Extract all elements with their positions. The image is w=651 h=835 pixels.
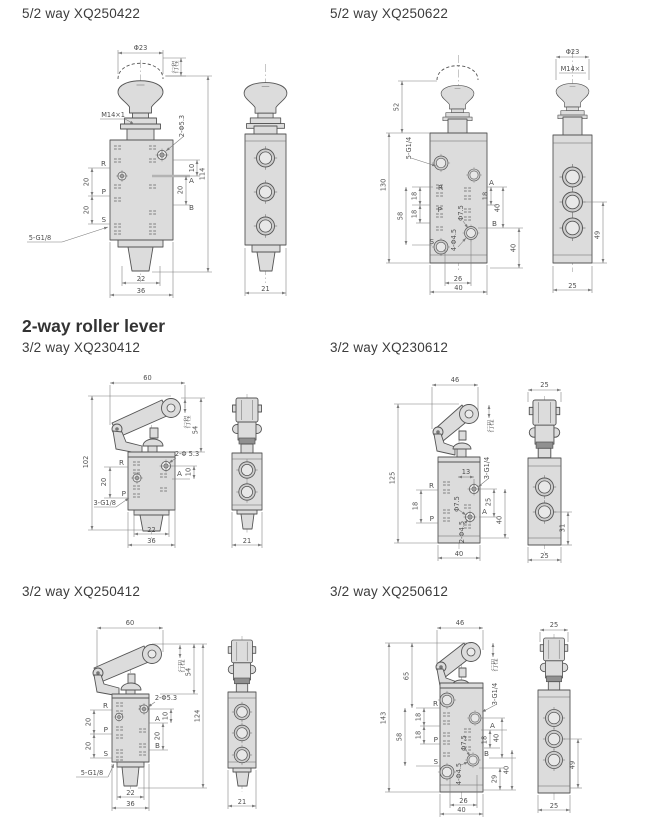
dim-label: 65	[402, 671, 411, 681]
dim-label: Φ7.5	[453, 496, 461, 512]
dim-label: 58	[396, 211, 405, 221]
dim-label: 3-G1/4	[483, 456, 491, 480]
dim-label: 40	[495, 515, 504, 525]
diagram-xq250412	[76, 619, 256, 811]
dim-label: 20	[82, 205, 91, 215]
dim-label: Φ23	[565, 48, 580, 56]
dim-label: Φ23	[133, 44, 148, 52]
port-label-a: A	[155, 714, 160, 723]
port-label-a: A	[482, 507, 487, 516]
dim-label: 124	[193, 709, 202, 723]
dim-label: Φ7.5	[457, 205, 465, 221]
port-label-p: P	[101, 187, 106, 196]
dim-label: 40	[492, 733, 501, 743]
dim-label: 25	[484, 497, 493, 507]
port-label-a: A	[189, 176, 194, 185]
port-label-r: R	[433, 699, 438, 708]
port-label-b: B	[484, 749, 489, 758]
dim-label: 22	[147, 526, 156, 534]
port-label-r: R	[429, 481, 434, 490]
dim-label: 3-G1/4	[491, 682, 499, 706]
front-view	[112, 399, 181, 541]
port-label-b: B	[492, 219, 497, 228]
dim-label: 60	[125, 619, 135, 627]
side-view	[244, 64, 287, 296]
side-view	[538, 621, 582, 813]
dim-label: 54	[184, 667, 193, 677]
dim-label: 130	[379, 178, 388, 192]
dim-label: 40	[454, 550, 464, 558]
dim-label: Φ7.5	[460, 735, 468, 751]
dim-label: 22	[136, 275, 146, 283]
dim-label: 25	[540, 552, 549, 560]
dim-label-stroke: 行程	[487, 419, 495, 433]
front-view	[433, 405, 480, 556]
dim-label: 20	[100, 477, 108, 487]
dim-label-stroke: 行程	[178, 659, 186, 673]
dim-label: 26	[459, 797, 468, 805]
diagram-title-xq250612: 3/2 way XQ250612	[330, 584, 449, 599]
dim-label: 5-G1/4	[405, 136, 413, 160]
dim-label: 18	[414, 730, 423, 740]
port-label-b: B	[189, 203, 194, 212]
dim-label: 25	[549, 621, 559, 629]
side-view	[528, 381, 572, 563]
diagram-title-xq250412: 3/2 way XQ250412	[22, 584, 141, 599]
dim-label: 52	[392, 102, 401, 112]
dim-label: 54	[191, 425, 200, 435]
port-label-r: R	[101, 159, 106, 168]
dim-label: 46	[450, 376, 460, 384]
dim-label-stroke: 行程	[491, 658, 499, 672]
dim-label: M14×1	[560, 65, 585, 73]
dim-label: 5-G1/8	[28, 234, 52, 242]
dim-label: 26	[453, 275, 463, 283]
dim-label: 36	[147, 537, 156, 545]
diagram-title-xq250422: 5/2 way XQ250422	[22, 6, 141, 21]
diagram-xq230412	[82, 374, 262, 548]
port-label-s: S	[429, 237, 434, 246]
port-label-a: A	[177, 469, 182, 478]
dim-label: 20	[176, 185, 185, 195]
dim-label: 125	[388, 471, 397, 485]
front-view	[110, 60, 190, 282]
port-label-s: S	[103, 749, 108, 758]
dim-label: 4-Φ4.5	[455, 762, 463, 786]
port-label-p: P	[103, 725, 108, 734]
dim-label: 18	[481, 191, 490, 201]
dim-label: 2-Φ 5.3	[174, 450, 200, 458]
dim-label: 49	[568, 760, 577, 770]
dim-label: 18	[410, 209, 419, 219]
dim-label: 18	[411, 501, 420, 511]
dim-label: 18	[480, 735, 489, 745]
dim-label: 40	[457, 806, 466, 814]
side-view	[232, 394, 262, 548]
front-view	[430, 55, 487, 272]
dim-label: 40	[493, 203, 502, 213]
dim-label: 5-G1/8	[80, 769, 104, 777]
port-label-p: P	[121, 489, 126, 498]
dim-label: 21	[237, 798, 247, 806]
diagram-title-xq230412: 3/2 way XQ230412	[22, 340, 141, 355]
dim-label: 10	[161, 711, 170, 721]
dim-label: 20	[82, 177, 91, 187]
dim-label: 49	[593, 230, 602, 240]
dim-label: 114	[198, 167, 207, 181]
dim-label: 21	[261, 285, 270, 293]
dim-label: 58	[395, 732, 404, 742]
dim-label: 46	[455, 619, 465, 627]
port-label-r: R	[438, 183, 443, 192]
dim-label: 2-Φ5.3	[178, 114, 186, 138]
dim-label: 22	[126, 789, 135, 797]
dim-label: 25	[568, 282, 577, 290]
dim-label-stroke: 行程	[171, 60, 180, 74]
diagram-xq230612	[389, 376, 573, 563]
diagram-title-xq230612: 3/2 way XQ230612	[330, 340, 449, 355]
dim-label: 102	[82, 455, 90, 469]
side-view	[228, 636, 256, 809]
dim-label: 40	[454, 284, 463, 292]
port-label-s: S	[433, 757, 438, 766]
dim-label: 31	[558, 523, 567, 533]
dim-label: 20	[84, 717, 93, 727]
dim-label: 2-Φ5.3	[154, 694, 178, 702]
dim-label: 29	[490, 774, 499, 784]
port-label-r: R	[103, 701, 108, 710]
dim-label: 25	[549, 802, 559, 810]
dim-label: 3-G1/8	[93, 499, 116, 507]
dim-label: 20	[84, 741, 93, 751]
dim-label-stroke: 行程	[183, 415, 192, 429]
port-label-a: A	[490, 721, 495, 730]
diagram-xq250422	[27, 44, 287, 298]
side-view	[553, 48, 607, 293]
dim-label: 36	[136, 287, 146, 295]
port-label-r: R	[119, 458, 124, 467]
dim-label: 25	[540, 381, 549, 389]
dim-label: 4-Φ4.5	[450, 228, 458, 252]
dim-label: 36	[126, 800, 135, 808]
dim-label: 10	[184, 467, 193, 477]
port-label-b: B	[155, 741, 160, 750]
port-label-a: A	[489, 178, 494, 187]
dim-label: 13	[461, 468, 471, 476]
dim-label: M14×1	[101, 111, 125, 119]
dim-label: 40	[509, 243, 518, 253]
dim-label: 18	[410, 191, 419, 201]
section-header: 2-way roller lever	[22, 316, 165, 336]
dim-label: 20	[153, 731, 162, 741]
dim-label: 40	[502, 765, 511, 775]
diagram-xq250612	[380, 619, 583, 817]
port-label-p: P	[437, 205, 442, 214]
dim-label: 143	[379, 711, 388, 725]
port-label-p: P	[429, 514, 434, 523]
dim-label: 18	[414, 712, 423, 722]
dim-label: 2-Φ4.5	[458, 520, 466, 544]
diagram-title-xq250622: 5/2 way XQ250622	[330, 6, 449, 21]
diagram-xq250622	[380, 48, 608, 295]
dim-label: 10	[188, 163, 196, 173]
port-label-p: P	[433, 735, 438, 744]
dim-label: 21	[242, 537, 252, 545]
port-label-s: S	[101, 215, 106, 224]
dim-label: 60	[143, 374, 152, 382]
